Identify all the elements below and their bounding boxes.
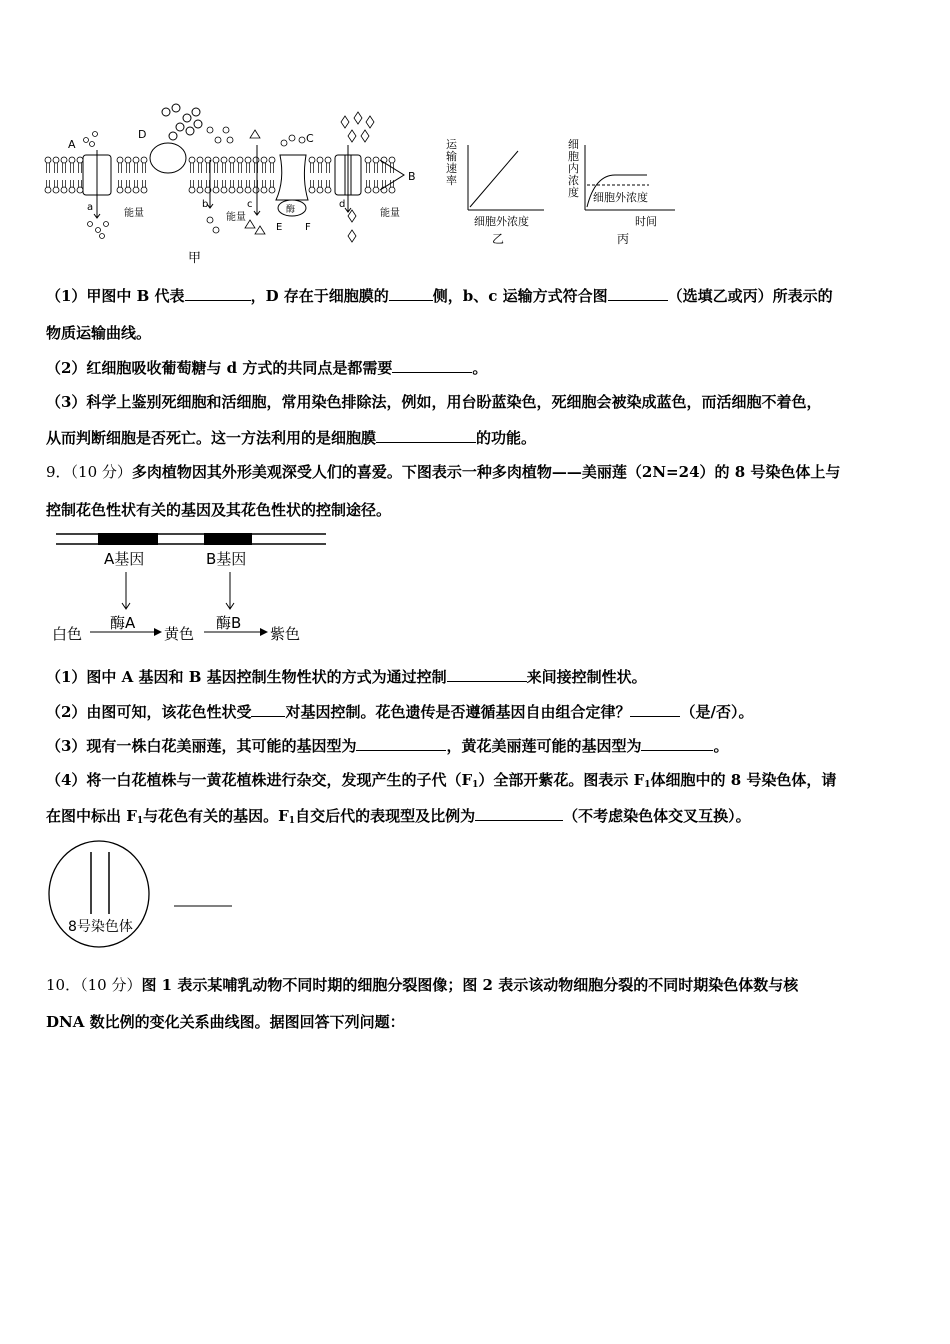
q8-part3-line1: （3）科学上鉴别死细胞和活细胞，常用染色排除法，例如，用台盼蓝染色，死细胞会被染成蓝色，而活细胞不着色， bbox=[46, 393, 822, 411]
chromosome-cell-diagram bbox=[46, 838, 246, 950]
q9-part1: （1）图中 A 基因和 B 基因控制生物性状的方式为通过控制 来间接控制性状。 bbox=[46, 668, 647, 686]
lipid-head bbox=[61, 157, 67, 163]
lipid-head bbox=[317, 157, 323, 163]
gene-b-label: B基因 bbox=[206, 550, 247, 568]
lipid-head bbox=[309, 187, 315, 193]
graph-bing-ylabel: 细胞内浓度 bbox=[568, 138, 579, 199]
energy-label-3: 能量 bbox=[380, 208, 400, 219]
label-c: c bbox=[247, 199, 253, 210]
q8-part3-line2: 从而判断细胞是否死亡。这一方法利用的是细胞膜 的功能。 bbox=[46, 429, 537, 447]
q8-part1-line1: （1）甲图中 B 代表 ，D 存在于细胞膜的 侧，b、c 运输方式符合图 （选填乙或丙）所表示的 bbox=[46, 287, 833, 305]
lipid-head bbox=[189, 157, 195, 163]
graph-yi-ylabel: 运输速率 bbox=[446, 138, 457, 187]
lipid-head bbox=[133, 187, 139, 193]
gene-a-segment bbox=[98, 533, 158, 545]
graph-yi-xlabel: 细胞外浓度 bbox=[474, 215, 529, 228]
carrier-protein bbox=[276, 155, 308, 200]
chromosome-label: 8号染色体 bbox=[68, 919, 133, 935]
lipid-head bbox=[269, 157, 275, 163]
lipid-head bbox=[237, 187, 243, 193]
lipid-head bbox=[245, 157, 251, 163]
lipid-head bbox=[133, 157, 139, 163]
q10-line1: 10．（10 分）图 1 表示某哺乳动物不同时期的细胞分裂图像；图 2 表示该动物细胞分裂的不同时期染色体数与核 bbox=[46, 976, 799, 994]
lipid-head bbox=[325, 187, 331, 193]
lipid-head bbox=[125, 157, 131, 163]
lipid-head bbox=[69, 187, 75, 193]
label-d: d bbox=[339, 199, 346, 210]
lipid-head bbox=[229, 157, 235, 163]
label-B: B bbox=[408, 170, 416, 183]
purple-label: 紫色 bbox=[270, 625, 301, 643]
membrane-diagram bbox=[40, 100, 430, 270]
glycoprotein bbox=[150, 143, 186, 173]
lipid-head bbox=[317, 187, 323, 193]
lipid-head bbox=[141, 157, 147, 163]
lipid-head bbox=[141, 187, 147, 193]
lipid-head bbox=[253, 187, 259, 193]
lipid-head bbox=[53, 157, 59, 163]
lipid-head bbox=[389, 187, 395, 193]
lipid-head bbox=[189, 187, 195, 193]
lipid-head bbox=[117, 187, 123, 193]
gene-a-label: A基因 bbox=[104, 550, 145, 568]
enzyme-label: 酶 bbox=[286, 205, 296, 215]
gene-pathway-diagram bbox=[46, 528, 336, 648]
lipid-head bbox=[229, 187, 235, 193]
q9-intro-line1: 9．（10 分）多肉植物因其外形美观深受人们的喜爱。下图表示一种多肉植物——美丽莲（2N=24）的 8 号染色体上与 bbox=[46, 463, 841, 481]
q9-part2: （2）由图可知，该花色性状受 对基因控制。花色遗传是否遵循基因自由组合定律？ （是/否）。 bbox=[46, 703, 754, 721]
lipid-head bbox=[373, 157, 379, 163]
lipid-head bbox=[197, 157, 203, 163]
lipid-head bbox=[45, 187, 51, 193]
q10-line2: DNA 数比例的变化关系曲线图。据图回答下列问题： bbox=[46, 1013, 405, 1031]
lipid-head bbox=[125, 187, 131, 193]
lipid-head bbox=[69, 157, 75, 163]
label-F: F bbox=[305, 222, 311, 233]
yellow-label: 黄色 bbox=[164, 625, 195, 643]
lipid-head bbox=[261, 187, 267, 193]
lipid-head bbox=[389, 157, 395, 163]
lipid-head bbox=[261, 157, 267, 163]
white-label: 白色 bbox=[52, 625, 83, 643]
lipid-head bbox=[269, 187, 275, 193]
linear-curve bbox=[470, 151, 518, 207]
label-b: b bbox=[202, 199, 209, 210]
graph-yi-caption: 乙 bbox=[492, 232, 505, 246]
lipid-head bbox=[61, 187, 67, 193]
q8-part2: （2）红细胞吸收葡萄糖与 d 方式的共同点是都需要 。 bbox=[46, 359, 488, 377]
graph-bing-caption: 丙 bbox=[617, 232, 630, 246]
q9-part3: （3）现有一株白花美丽莲，其可能的基因型为 ，黄花美丽莲可能的基因型为 。 bbox=[46, 737, 729, 755]
membrane-figure bbox=[40, 100, 430, 270]
lipid-head bbox=[365, 187, 371, 193]
lipid-head bbox=[77, 157, 83, 163]
lipid-head bbox=[197, 187, 203, 193]
q8-part1-line2: 物质运输曲线。 bbox=[46, 324, 152, 342]
lipid-head bbox=[365, 157, 371, 163]
label-a: a bbox=[87, 202, 94, 213]
energy-label-2: 能量 bbox=[226, 212, 246, 223]
lipid-head bbox=[237, 157, 243, 163]
lipid-head bbox=[245, 187, 251, 193]
lipid-head bbox=[221, 187, 227, 193]
enzyme-a-label: 酶A bbox=[110, 614, 136, 632]
label-C: C bbox=[306, 132, 314, 145]
enzyme-b-label: 酶B bbox=[216, 614, 242, 632]
q9-intro-line2: 控制花色性状有关的基因及其花色性状的控制途径。 bbox=[46, 501, 392, 519]
lipid-head bbox=[309, 157, 315, 163]
label-D: D bbox=[138, 128, 147, 141]
graph-bing-xlabel: 时间 bbox=[635, 215, 657, 228]
lipid-head bbox=[53, 187, 59, 193]
gene-b-segment bbox=[204, 533, 252, 545]
lipid-head bbox=[221, 157, 227, 163]
q9-part4-line2: 在图中标出 $F_1$与花色有关的基因。$F_1$自交后代的表现型及比例为 （不考虑染色体交叉互换）。 bbox=[46, 807, 751, 826]
lipid-head bbox=[253, 157, 259, 163]
q9-part4-line1: （4）将一白花植株与一黄花植株进行杂交，发现产生的子代$(F_1)$全部开紫花。图表示 $F_1$体细胞中的 8 号染色体，请 bbox=[46, 771, 837, 790]
figure-caption-jia: 甲 bbox=[188, 251, 202, 266]
graph-bing-dashed-label: 细胞外浓度 bbox=[593, 191, 648, 204]
energy-label-1: 能量 bbox=[124, 208, 144, 219]
lipid-head bbox=[213, 187, 219, 193]
lipid-head bbox=[373, 187, 379, 193]
lipid-head bbox=[77, 187, 83, 193]
lipid-head bbox=[325, 157, 331, 163]
lipid-head bbox=[213, 157, 219, 163]
label-E: E bbox=[276, 222, 283, 233]
label-A: A bbox=[68, 138, 76, 151]
lipid-head bbox=[117, 157, 123, 163]
graph-bing bbox=[565, 135, 685, 250]
graph-yi bbox=[440, 135, 550, 250]
lipid-head bbox=[45, 157, 51, 163]
